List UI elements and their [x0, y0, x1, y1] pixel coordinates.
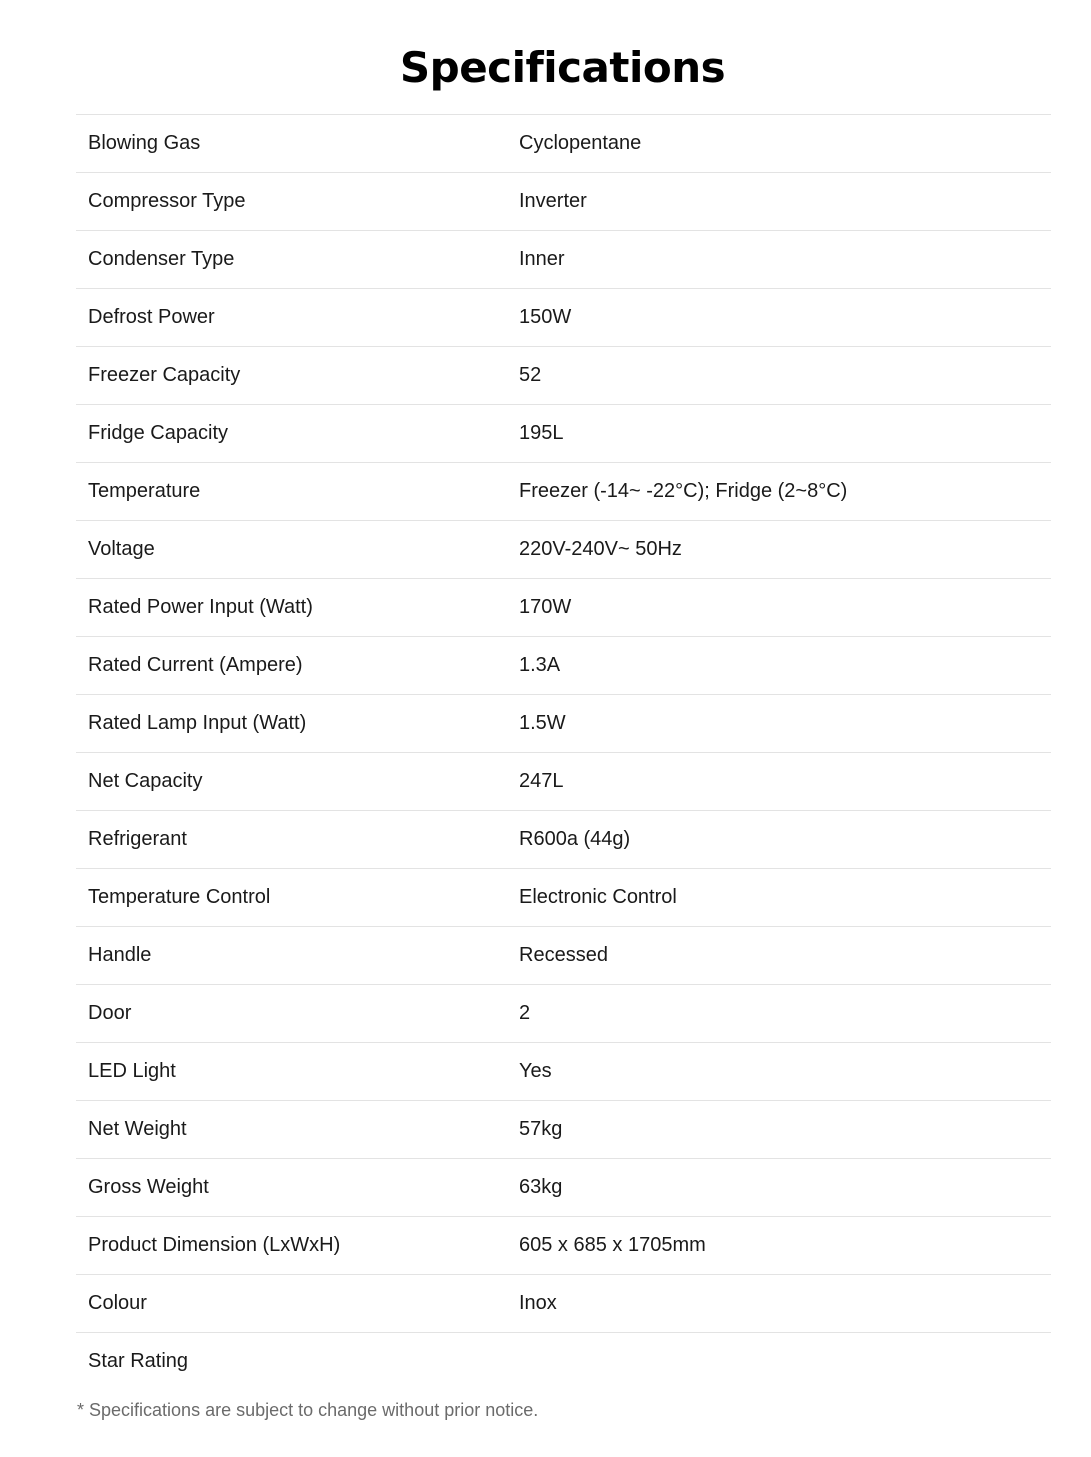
spec-row [76, 1333, 1051, 1391]
spec-row [76, 231, 1051, 289]
spec-label: Fridge Capacity [76, 405, 519, 463]
spec-value: Inverter [519, 173, 1051, 231]
spec-value: Electronic Control [519, 869, 1051, 927]
spec-value: Recessed [519, 927, 1051, 985]
specifications-table-body [76, 115, 1051, 1391]
spec-row [76, 405, 1051, 463]
spec-row [76, 463, 1051, 521]
spec-value: 52 [519, 347, 1051, 405]
spec-row [76, 695, 1051, 753]
spec-value: 1.3A [519, 637, 1051, 695]
spec-row [76, 347, 1051, 405]
spec-label: Star Rating [88, 1350, 189, 1373]
page-title: Specifications [399, 43, 726, 92]
spec-label: Rated Lamp Input (Watt) [76, 695, 519, 753]
spec-value: 220V-240V~ 50Hz [519, 521, 1051, 579]
spec-row [76, 927, 1051, 985]
spec-row [76, 1159, 1051, 1217]
spec-row [76, 1043, 1051, 1101]
spec-label: Net Capacity [76, 753, 519, 811]
spec-label: Temperature Control [76, 869, 519, 927]
spec-row [76, 521, 1051, 579]
spec-label: Rated Power Input (Watt) [76, 579, 519, 637]
spec-value: 150W [519, 289, 1051, 347]
spec-value: 1.5W [519, 695, 1051, 753]
spec-label: Blowing Gas [76, 115, 519, 173]
spec-label: Condenser Type [76, 231, 519, 289]
spec-value: Yes [519, 1043, 1051, 1101]
spec-value: R600a (44g) [519, 811, 1051, 869]
spec-value: 195L [519, 405, 1051, 463]
disclaimer-note: * Specifications are subject to change without prior notice. [77, 1400, 539, 1420]
spec-value [519, 1333, 1051, 1391]
spec-row [76, 985, 1051, 1043]
spec-value: 2 [519, 985, 1051, 1043]
spec-label: Rated Current (Ampere) [76, 637, 519, 695]
spec-label: Voltage [76, 521, 519, 579]
spec-row [76, 1275, 1051, 1333]
spec-label: LED Light [76, 1043, 519, 1101]
spec-label: Refrigerant [76, 811, 519, 869]
specifications-table [76, 114, 1051, 1391]
spec-row [76, 869, 1051, 927]
spec-label: Door [76, 985, 519, 1043]
spec-label: Gross Weight [76, 1159, 519, 1217]
spec-label: Colour [76, 1275, 519, 1333]
spec-value: Freezer (-14~ -22°C); Fridge (2~8°C) [519, 463, 1051, 521]
spec-label: Freezer Capacity [76, 347, 519, 405]
spec-label: Net Weight [76, 1101, 519, 1159]
spec-row [76, 289, 1051, 347]
spec-row [76, 1101, 1051, 1159]
spec-label: Handle [76, 927, 519, 985]
spec-label: Temperature [76, 463, 519, 521]
spec-value: 170W [519, 579, 1051, 637]
spec-label: Product Dimension (LxWxH) [76, 1217, 519, 1275]
spec-value: Inox [519, 1275, 1051, 1333]
spec-value: 247L [519, 753, 1051, 811]
spec-value: 605 x 685 x 1705mm [519, 1217, 1051, 1275]
spec-label: Defrost Power [76, 289, 519, 347]
spec-value: Cyclopentane [519, 115, 1051, 173]
spec-value: Inner [519, 231, 1051, 289]
spec-value: 63kg [519, 1159, 1051, 1217]
spec-row [76, 753, 1051, 811]
spec-row [76, 637, 1051, 695]
spec-row [76, 579, 1051, 637]
spec-label: Compressor Type [76, 173, 519, 231]
spec-row [76, 173, 1051, 231]
spec-row [76, 811, 1051, 869]
spec-row [76, 1217, 1051, 1275]
spec-value: 57kg [519, 1101, 1051, 1159]
spec-row [76, 115, 1051, 173]
